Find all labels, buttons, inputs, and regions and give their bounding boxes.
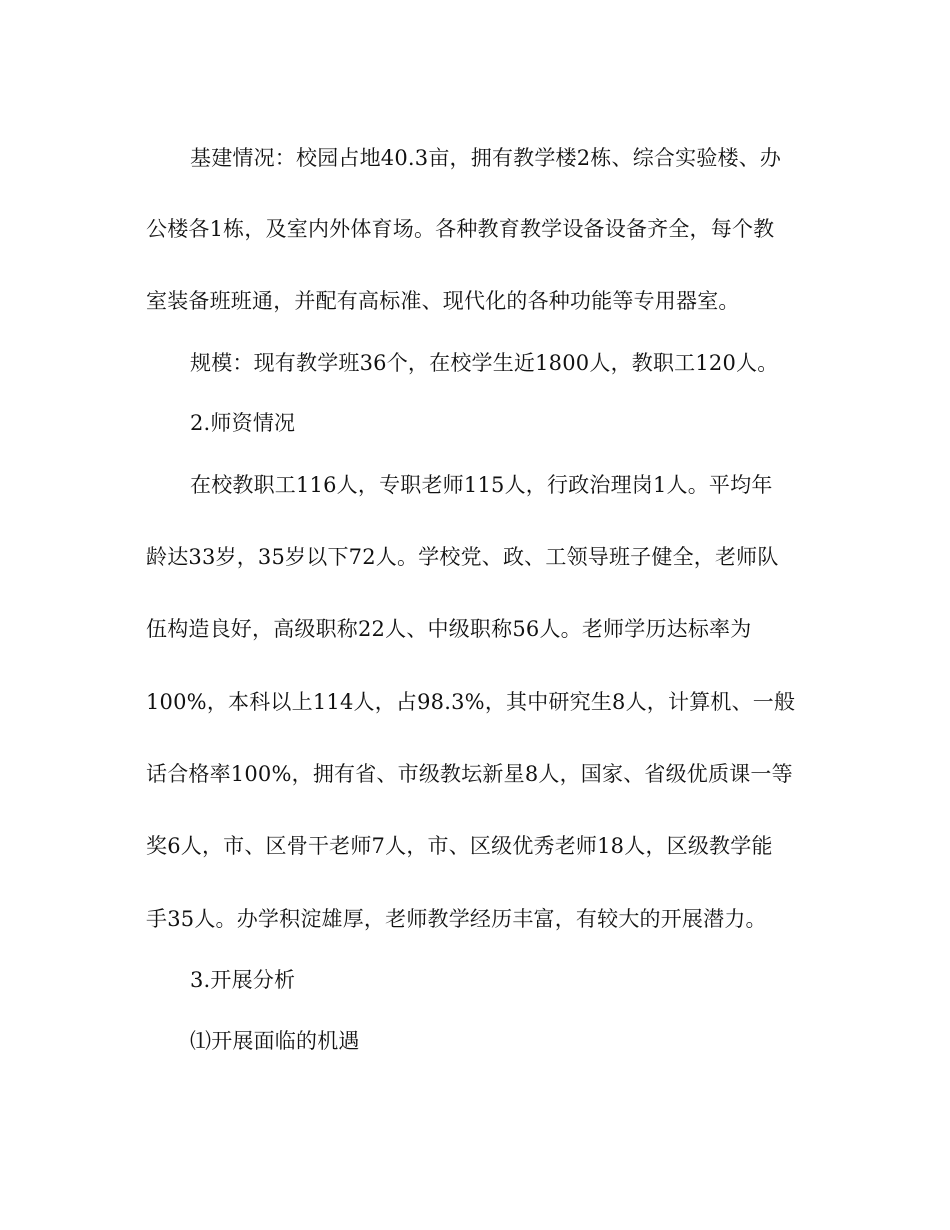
paragraph-scale: 规模：现有教学班36个，在校学生近1800人，教职工120人。	[190, 351, 779, 375]
subsection-heading-opportunities: ⑴开展面临的机遇	[190, 1029, 360, 1053]
paragraph-infrastructure-line-3: 室装备班班通，并配有高标准、现代化的各种功能等专用器室。	[146, 289, 740, 313]
paragraph-infrastructure-line-1: 基建情况：校园占地40.3亩，拥有教学楼2栋、综合实验楼、办	[190, 146, 782, 170]
paragraph-faculty-line-7: 手35人。办学积淀雄厚，老师教学经历丰富，有较大的开展潜力。	[146, 907, 767, 931]
section-heading-development: 3.开展分析	[190, 968, 296, 992]
section-heading-faculty: 2.师资情况	[190, 411, 296, 435]
paragraph-faculty-line-1: 在校教职工116人，专职老师115人，行政治理岗1人。平均年	[190, 473, 773, 497]
paragraph-faculty-line-6: 奖6人，市、区骨干老师7人，市、区级优秀老师18人，区级教学能	[146, 834, 773, 858]
paragraph-faculty-line-4: 100%，本科以上114人，占98.3%，其中研究生8人，计算机、一般	[146, 690, 796, 714]
paragraph-faculty-line-3: 伍构造良好，高级职称22人、中级职称56人。老师学历达标率为	[146, 617, 752, 641]
paragraph-faculty-line-2: 龄达33岁，35岁以下72人。学校党、政、工领导班子健全，老师队	[146, 545, 779, 569]
paragraph-faculty-line-5: 话合格率100%，拥有省、市级教坛新星8人，国家、省级优质课一等	[146, 762, 793, 786]
paragraph-infrastructure-line-2: 公楼各1栋，及室内外体育场。各种教育教学设备设备齐全，每个教	[146, 217, 775, 241]
